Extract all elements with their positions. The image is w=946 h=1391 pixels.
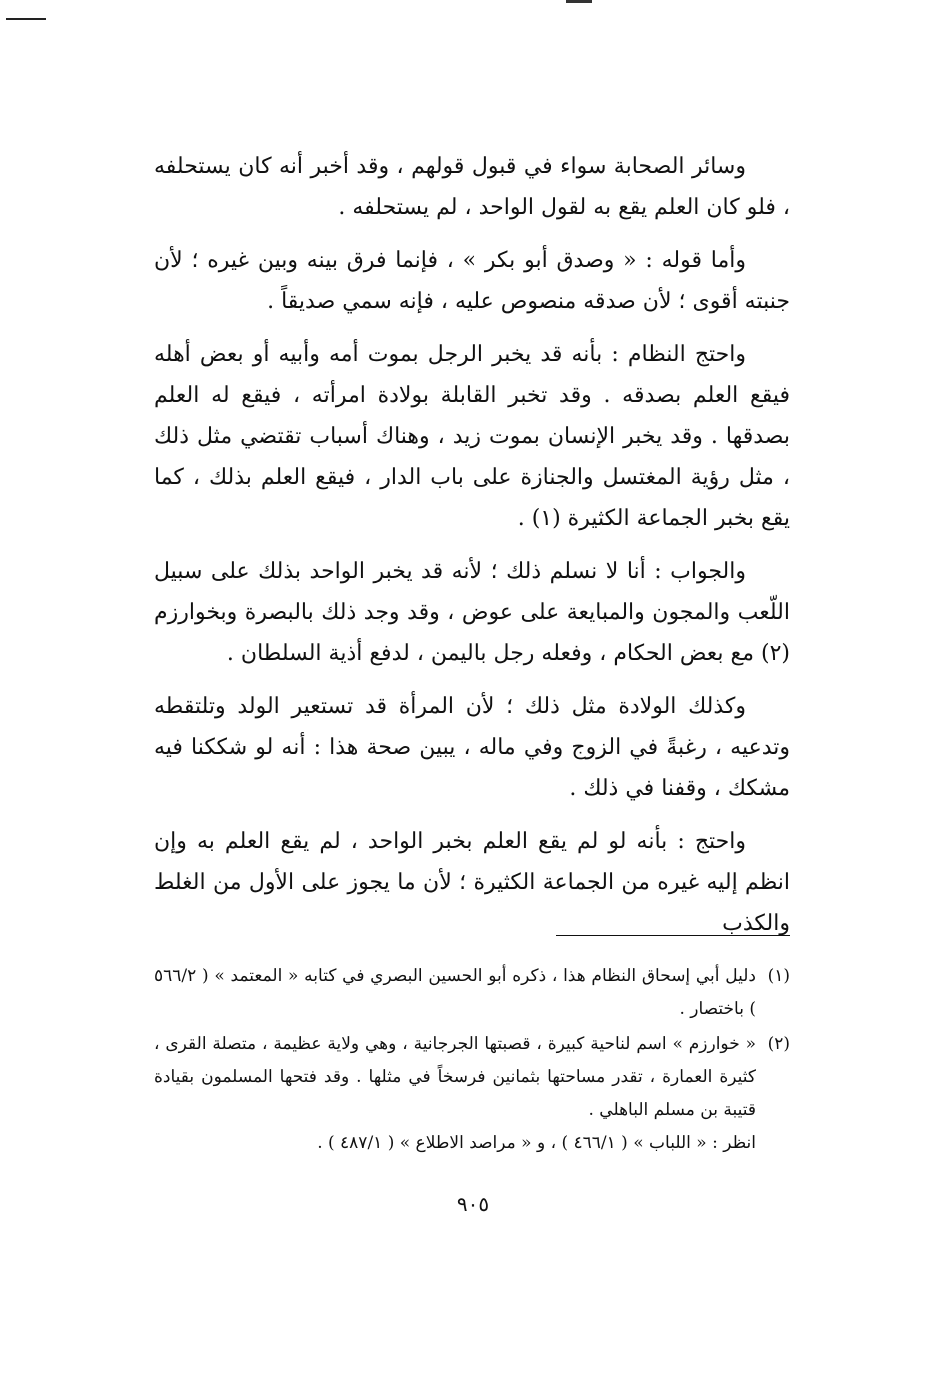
footnote-reference: انظر : « اللباب » ( ٤٦٦/١ ) ، و « مراصد الاطلاع » ( ٤٨٧/١ ) . xyxy=(317,1133,756,1153)
paragraph: وأما قوله : « وصدق أبو بكر » ، فإنما فرق بينه وبين غيره ؛ لأن جنبته أقوى ؛ لأن صدقه منصوص عليه ، فإنه سمي صديقاً . xyxy=(154,248,790,314)
main-text xyxy=(154,146,790,956)
footnotes xyxy=(154,960,790,1162)
paragraph: وكذلك الولادة مثل ذلك ؛ لأن المرأة قد تستعير الولد وتلتقطه وتدعيه ، رغبةً في الزوج وفي ماله ، يبين صحة هذا : أنه لو شككنا فيه مشكك ، وقفنا في ذلك . xyxy=(154,694,790,801)
footnote-text: دليل أبي إسحاق النظام هذا ، ذكره أبو الحسين البصري في كتابه « المعتمد » ( ٥٦٦/٢ ) باختصار . xyxy=(154,966,756,1019)
footnote-2 xyxy=(154,1028,790,1160)
paragraph: واحتج النظام : بأنه قد يخبر الرجل بموت أمه وأبيه أو بعض أهله فيقع العلم بصدقه . وقد تخبر القابلة بولادة امرأته ، فيقع له العلم بصدقها . وقد يخبر الإنسان بموت زيد ، وهناك أسباب تقتضي مثل ذلك ، مثل رؤية المغتسل والجنازة على باب الدار ، فيقع العلم بذلك ، كما يقع بخبر الجماعة الكثيرة (١) . xyxy=(154,342,790,531)
footnote-text: « خوارزم » اسم لناحية كبيرة ، قصبتها الجرجانية ، وهي ولاية عظيمة ، متصلة القرى ، كثيرة العمارة ، تقدر مساحتها بثمانين فرسخاً في مثلها . وقد فتحها المسلمون بقيادة قتيبة بن مسلم الباهلي . xyxy=(154,1034,756,1120)
paragraph: واحتج : بأنه لو لم يقع العلم بخبر الواحد ، لم يقع العلم به وإن انظم إليه غيره من الجماعة الكثيرة ؛ لأن ما يجوز على الأول من الغلط والكذب xyxy=(154,829,790,936)
footnote-body xyxy=(154,1028,756,1160)
top-edge-mark xyxy=(566,0,592,3)
footnote-1 xyxy=(154,960,790,1026)
top-left-rule xyxy=(6,18,46,20)
page-number: ٩٠٥ xyxy=(456,1192,490,1216)
footnote-separator xyxy=(556,935,790,936)
footnote-number: (١) xyxy=(767,966,790,986)
paragraph: والجواب : أنا لا نسلم ذلك ؛ لأنه قد يخبر الواحد بذلك على سبيل اللّعب والمجون والمبايعة على عوض ، وقد وجد ذلك بالبصرة وبخوارزم (٢) مع بعض الحكام ، وفعله رجل باليمن ، لدفع أذية السلطان . xyxy=(154,559,790,666)
paragraph: وسائر الصحابة سواء في قبول قولهم ، وقد أخبر أنه كان يستحلفه ، فلو كان العلم يقع به لقول الواحد ، لم يستحلفه . xyxy=(154,154,790,220)
footnote-number: (٢) xyxy=(767,1034,790,1054)
